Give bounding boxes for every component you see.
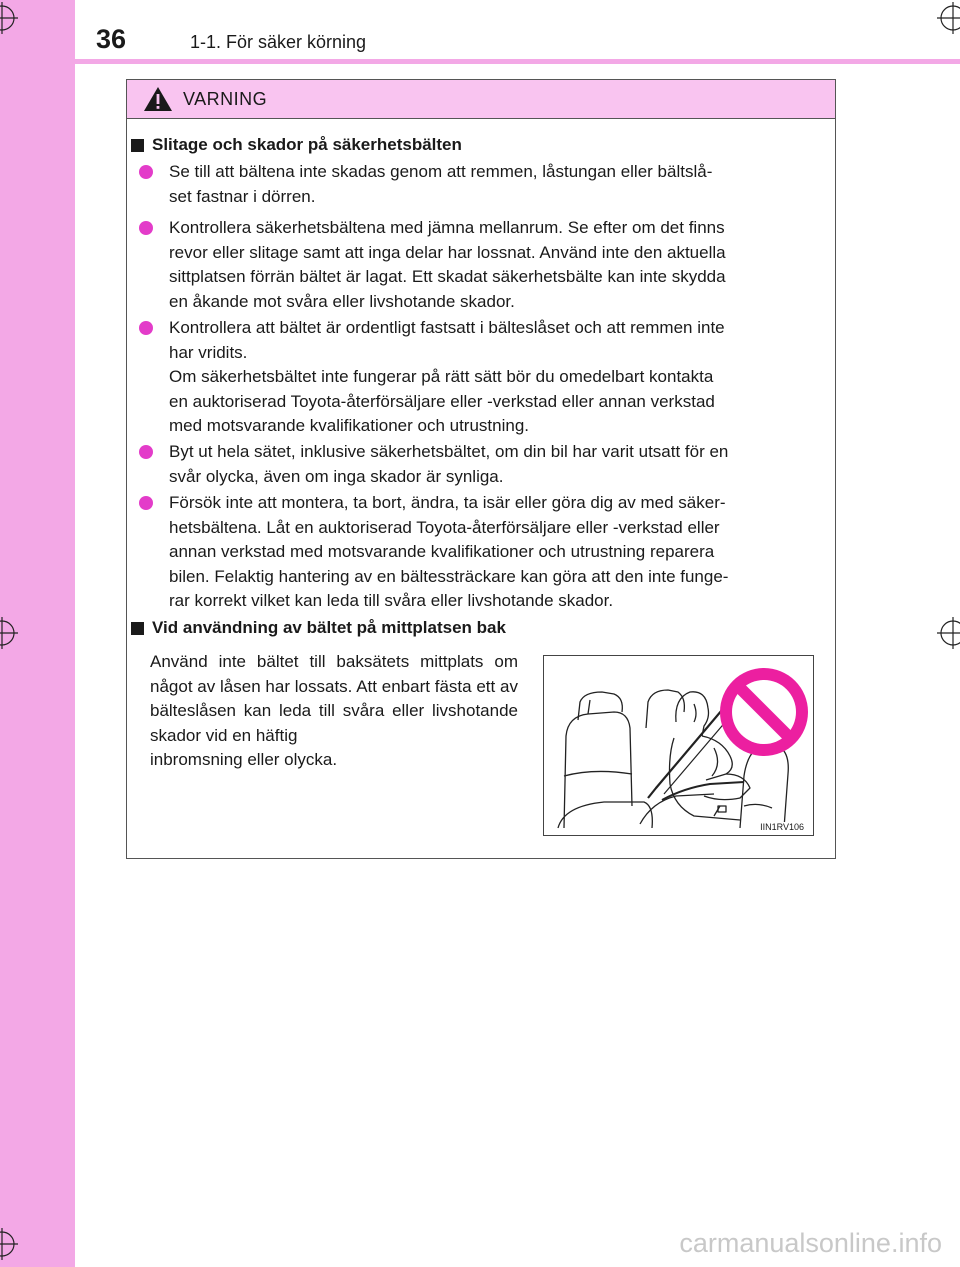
paragraph-line: om något av låsen har lossats. Att enbart [150,652,518,696]
section-heading [131,618,506,638]
registration-mark-icon [937,2,960,34]
section-heading-text: Vid användning av bältet på mittplatsen bak [152,618,506,637]
bullet-dot-icon [139,221,153,235]
section-title: 1-1. För säker körning [190,32,367,52]
bullet-line: svår olycka, även om inga skador är synliga. [169,466,504,486]
paragraph-line: inbromsning eller olycka. [150,750,338,769]
registration-mark-icon [937,617,960,649]
bullet-dot-icon [139,165,153,179]
bullet-line: Om säkerhetsbältet inte fungerar på rätt sätt bör du omedelbart kontakta [169,367,714,386]
bullet-line: set fastnar i dörren. [169,186,316,206]
section-heading-text: Slitage och skador på säkerhetsbälten [152,135,462,154]
bullet-line: sittplatsen förrän bältet är lagat. Ett skadat säkerhetsbälte kan inte skydda [169,267,726,286]
watermark: carmanualsonline.info [679,1228,942,1258]
bullet-item [139,316,829,439]
page-number: 36 [96,24,127,54]
bullet-item [139,216,829,314]
warning-triangle-icon [143,86,173,112]
section-heading [131,135,462,155]
seatbelt-illustration [543,655,814,836]
warning-box [126,79,836,859]
rear-seat-drawing [544,656,813,835]
bullet-dot-icon [139,445,153,459]
bullet-line: hetsbältena. Låt en auktoriserad Toyota-återförsäljare eller -verkstad eller [169,517,720,537]
paragraph-line: Använd inte bältet till baksätets mittplats [150,652,484,671]
bullet-line: Försök inte att montera, ta bort, ändra, ta isär eller göra dig av med säker- [169,493,726,512]
paragraph-line: fästa ett av bälteslåsen kan leda till svåra [150,676,518,720]
bullet-line: en åkande mot svåra eller livshotande skador. [169,291,515,311]
bullet-line: annan verkstad med motsvarande kvalifikationer och utrustning reparera [169,542,715,561]
warning-header [127,80,835,119]
registration-mark-icon [0,2,18,34]
header-rule [75,59,960,64]
prohibition-icon [720,668,808,756]
bullet-line: revor eller slitage samt att inga delar har lossnat. Använd inte den aktuella [169,242,726,262]
paragraph-line: eller livshotande skador vid en häftig [150,701,518,745]
bullet-dot-icon [139,321,153,335]
bullet-line: en auktoriserad Toyota-återförsäljare eller -verkstad eller annan verkstad [169,391,715,411]
square-bullet-icon [131,622,144,635]
bullet-line: Se till att bältena inte skadas genom att remmen, låstungan eller bältslå- [169,162,713,181]
illustration-code: IIN1RV106 [760,822,804,832]
bullet-line: rar korrekt vilket kan leda till svåra eller livshotande skador. [169,591,614,610]
bullet-line: Kontrollera säkerhetsbältena med jämna mellanrum. Se efter om det finns [169,218,725,237]
bullet-line: med motsvarande kvalifikationer och utrustning. [169,416,530,435]
mittplats-paragraph [150,650,518,773]
registration-mark-icon [0,617,18,649]
warning-label: VARNING [183,88,268,109]
bullet-line: Kontrollera att bältet är ordentligt fastsatt i bälteslåset och att remmen inte [169,318,725,337]
bullet-dot-icon [139,496,153,510]
bullet-line: bilen. Felaktig hantering av en bältessträckare kan göra att den inte funge- [169,566,729,586]
bullet-item [139,160,829,209]
bullet-item [139,440,829,489]
bullet-line: Byt ut hela sätet, inklusive säkerhetsbältet, om din bil har varit utsatt för en [169,442,729,461]
bullet-item [139,491,829,614]
registration-mark-icon [0,1228,18,1260]
bullet-line: har vridits. [169,342,248,362]
square-bullet-icon [131,139,144,152]
